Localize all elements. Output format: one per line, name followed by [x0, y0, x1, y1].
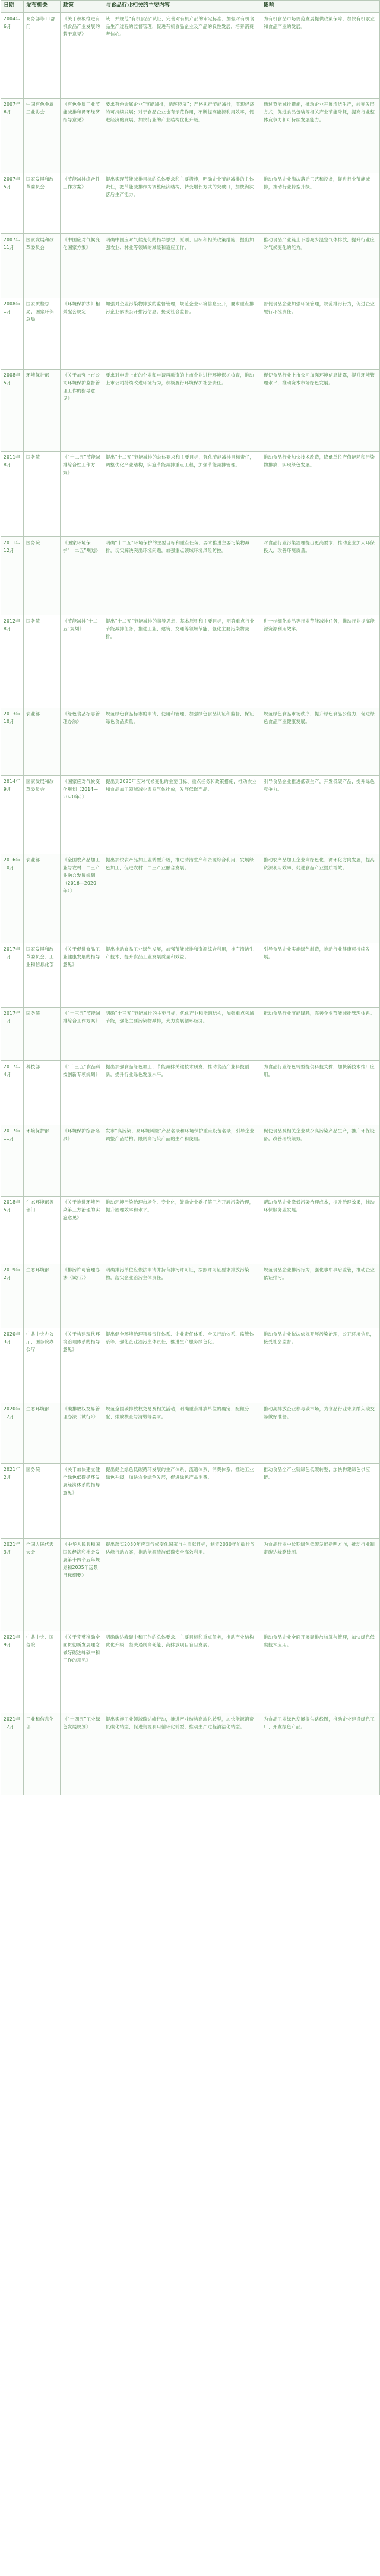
impact-cell: 促使食品行业上市公司加强环境信息披露，提升环境管理水平，推动资本市场绿色发展。 [261, 370, 380, 452]
impact-cell: 推动食品行业节能降耗，完善企业节能减排管理体系。 [261, 1008, 380, 1061]
date-cell: 2012年8月 [1, 615, 24, 708]
policy-cell: 《关于积极推进有机食品产业发展的若干意见》 [61, 13, 103, 99]
content-cell: 推动环境污染治理市场化、专业化，鼓励企业委托第三方开展污染治理，提升治理效率和水平。 [103, 1197, 261, 1264]
content-cell: 提出加快农产品加工业转型升级，推进清洁生产和资源综合利用，发展绿色加工，促进农村一二三产业融合发展。 [103, 854, 261, 943]
agency-cell: 国务院 [24, 452, 61, 537]
policy-cell: 《中国应对气候变化国家方案》 [61, 234, 103, 298]
content-cell: 提出推动食品工业绿色发展，加强节能减排和资源综合利用，推广清洁生产技术，提升食品工业发展质量和效益。 [103, 943, 261, 1008]
agency-cell: 中国有色金属工业协会 [24, 99, 61, 173]
table-row [1, 1328, 380, 1403]
date-cell: 2017年1月 [1, 1008, 24, 1061]
content-cell: 提出实施工业领域碳达峰行动，推进产业结构高端化转型，加快能源消费低碳化转型，促进资源利用循环化转型，推动生产过程清洁化转型。 [103, 1713, 261, 1795]
date-cell: 2007年11月 [1, 234, 24, 298]
policy-cell: 《关于加强上市公司环境保护监督管理工作的指导意见》 [61, 370, 103, 452]
table-row [1, 708, 380, 776]
content-cell: 提出到2020年应对气候变化的主要目标、重点任务和政策措施，推动农业和食品加工领域减少温室气体排放，发展低碳产品。 [103, 776, 261, 854]
table-row [1, 1403, 380, 1464]
policy-cell: 《碳排放权交易管理办法（试行）》 [61, 1403, 103, 1464]
header-row [1, 1, 380, 13]
content-cell: 加强对企业污染物排放的监督管理，规范企业环境信息公开，要求重点排污企业依法公开排污信息，接受社会监督。 [103, 298, 261, 370]
content-cell: 提出实现节能减排目标的总体要求和主要措施，明确企业节能减排的主体责任，把节能减排作为调整经济结构、转变增长方式的突破口，加快淘汰落后生产能力。 [103, 173, 261, 234]
impact-cell: 规范食品企业排污行为，强化事中事后监管，推动企业依证排污。 [261, 1264, 380, 1328]
date-cell: 2011年12月 [1, 537, 24, 615]
table-row [1, 13, 380, 99]
impact-cell: 引导食品企业推进低碳生产，开发低碳产品，提升绿色竞争力。 [261, 776, 380, 854]
content-cell: 明确“十三五”节能减排的主要目标，优化产业和能源结构，加强重点领域节能，强化主要污染物减排，大力发展循环经济。 [103, 1008, 261, 1061]
policy-cell: 《“十三五”节能减排综合工作方案》 [61, 1008, 103, 1061]
content-cell: 规范绿色食品标志的申请、使用和管理，加强绿色食品认证和监督，保证绿色食品质量。 [103, 708, 261, 776]
table-row [1, 615, 380, 708]
date-cell: 2008年1月 [1, 298, 24, 370]
table-row [1, 1125, 380, 1197]
content-cell: 要求有色金属企业“节能减排，循环经济”；严格执行节能减排，实现经济的可持续发展；对于食品企业也有示范作用，不断提高能源利用效率，促进经济的发展，加快行业的产业结构优化升级。 [103, 99, 261, 173]
policy-cell: 《“十三五”食品科技创新专项规划》 [61, 1061, 103, 1125]
policy-cell: 《环境保护综合名录》 [61, 1125, 103, 1197]
impact-cell: 为食品行业中长期绿色低碳发展指明方向，推动行业制定碳达峰路线图。 [261, 1539, 380, 1631]
policy-cell: 《中华人民共和国国民经济和社会发展第十四个五年规划和2035年远景目标纲要》 [61, 1539, 103, 1631]
agency-cell: 工业和信息化部 [24, 1713, 61, 1795]
policy-table [1, 0, 380, 1795]
impact-cell: 促使食品及相关企业减少高污染产品生产，推广环保设备，改善环境绩效。 [261, 1125, 380, 1197]
agency-cell: 科技部 [24, 1061, 61, 1125]
table-row [1, 173, 380, 234]
date-cell: 2020年12月 [1, 1403, 24, 1464]
date-cell: 2007年6月 [1, 99, 24, 173]
impact-cell: 为食品工业绿色发展提供路线图，推动企业建设绿色工厂、开发绿色产品。 [261, 1713, 380, 1795]
agency-cell: 国务院 [24, 1464, 61, 1539]
content-cell: 提出健全绿色低碳循环发展的生产体系、流通体系、消费体系，推进工业绿色升级，加快农业绿色发展，促进绿色产品消费。 [103, 1464, 261, 1539]
header-agency: 发布机关 [24, 1, 61, 13]
table-row [1, 234, 380, 298]
agency-cell: 农业部 [24, 854, 61, 943]
agency-cell: 生态环境部 [24, 1264, 61, 1328]
impact-cell: 规范绿色食品市场秩序，提升绿色食品公信力，促进绿色食品产业健康发展。 [261, 708, 380, 776]
impact-cell: 为有机食品市场规范发展提供政策保障，加快有机农业和食品产业的发展。 [261, 13, 380, 99]
content-cell: 要求对申请上市的企业和申请再融资的上市企业进行环境保护核查，推动上市公司持续改进环境行为，积极履行环境保护社会责任。 [103, 370, 261, 452]
header-content: 与食品行业相关的主要内容 [103, 1, 261, 13]
content-cell: 发布“高污染、高环境风险”产品名录和环境保护重点设备名录，引导企业调整产品结构，限制高污染产品的生产和使用。 [103, 1125, 261, 1197]
agency-cell: 生态环境部等部门 [24, 1197, 61, 1264]
date-cell: 2021年9月 [1, 1631, 24, 1713]
impact-cell: 推动食品企业全面开展碳排放核算与管理，加快绿色低碳技术应用。 [261, 1631, 380, 1713]
policy-cell: 《关于完整准确全面贯彻新发展理念做好碳达峰碳中和工作的意见》 [61, 1631, 103, 1713]
policy-cell: 《绿色食品标志管理办法》 [61, 708, 103, 776]
table-body [1, 13, 380, 1795]
policy-cell: 《关于推进环境污染第三方治理的实施意见》 [61, 1197, 103, 1264]
content-cell: 统一并规范“有机食品”认证，完善对有机产品的审定标准，加强对有机食品生产过程的监督管理，促进有机食品企业及产品的良性发展，培养消费者信心。 [103, 13, 261, 99]
date-cell: 2013年10月 [1, 708, 24, 776]
agency-cell: 农业部 [24, 708, 61, 776]
date-cell: 2017年11月 [1, 1125, 24, 1197]
table-row [1, 943, 380, 1008]
date-cell: 2014年9月 [1, 776, 24, 854]
table-row [1, 298, 380, 370]
date-cell: 2011年8月 [1, 452, 24, 537]
impact-cell: 对食品行业污染治理提出更高要求，推动企业加大环保投入，改善环境质量。 [261, 537, 380, 615]
impact-cell: 推动食品全产业链绿色低碳转型，加快构建绿色供应链。 [261, 1464, 380, 1539]
date-cell: 2004年6月 [1, 13, 24, 99]
table-row [1, 1464, 380, 1539]
date-cell: 2019年2月 [1, 1264, 24, 1328]
impact-cell: 推动食品企业依法依规开展污染治理，公开环境信息，接受社会监督。 [261, 1328, 380, 1403]
header-impact: 影响 [261, 1, 380, 13]
impact-cell: 推动农产品加工企业向绿色化、循环化方向发展，提高资源利用效率，促进食品产业提质增效。 [261, 854, 380, 943]
policy-cell: 《关于加快建立健全绿色低碳循环发展经济体系的指导意见》 [61, 1464, 103, 1539]
table-row [1, 1197, 380, 1264]
date-cell: 2016年10月 [1, 854, 24, 943]
table-row [1, 1713, 380, 1795]
content-cell: 明确“十二五”环境保护的主要目标和重点任务，要求推进主要污染物减排，切实解决突出环境问题，加强重点领域环境风险防控。 [103, 537, 261, 615]
impact-cell: 进一步细化食品等行业节能减排任务，推动行业提高能源资源利用效率。 [261, 615, 380, 708]
table-row [1, 1061, 380, 1125]
impact-cell: 通过节能减排措施，推动企业开展清洁生产，转变发展方式；促进食品包装等相关产业节能降耗，提高行业整体竞争力和可持续发展能力。 [261, 99, 380, 173]
content-cell: 提出“十二五”节能减排的总体要求和主要目标，强化节能减排目标责任，调整优化产业结构，实施节能减排重点工程，加强节能减排管理。 [103, 452, 261, 537]
table-row [1, 370, 380, 452]
table-row [1, 452, 380, 537]
table-row [1, 854, 380, 943]
date-cell: 2021年3月 [1, 1539, 24, 1631]
agency-cell: 中共中央、国务院 [24, 1631, 61, 1713]
date-cell: 2007年5月 [1, 173, 24, 234]
content-cell: 提出落实2030年应对气候变化国家自主贡献目标，制定2030年前碳排放达峰行动方案，推动能源清洁低碳安全高效利用。 [103, 1539, 261, 1631]
policy-cell: 《国家环境保护“十二五”规划》 [61, 537, 103, 615]
policy-cell: 《有色金属工业节能减排和循环经济指导意见》 [61, 99, 103, 173]
impact-cell: 为食品行业绿色转型提供科技支撑，加快新技术推广应用。 [261, 1061, 380, 1125]
content-cell: 明确碳达峰碳中和工作的总体要求、主要目标和重点任务，推动产业结构优化升级，坚决遏制高耗能、高排放项目盲目发展。 [103, 1631, 261, 1713]
policy-cell: 《关于促进食品工业健康发展的指导意见》 [61, 943, 103, 1008]
agency-cell: 国务院 [24, 615, 61, 708]
impact-cell: 推动食品产业链上下游减少温室气体排放，提升行业应对气候变化的能力。 [261, 234, 380, 298]
content-cell: 明确排污单位应依法申请并持有排污许可证，按照许可证要求排放污染物，落实企业治污主体责任。 [103, 1264, 261, 1328]
agency-cell: 国家发展和改革委员会 [24, 776, 61, 854]
date-cell: 2017年1月 [1, 943, 24, 1008]
content-cell: 提出加强食品绿色加工、节能减排关键技术研发，推动食品产业科技创新，提升行业绿色发展水平。 [103, 1061, 261, 1125]
date-cell: 2018年5月 [1, 1197, 24, 1264]
table-header [1, 1, 380, 13]
date-cell: 2020年3月 [1, 1328, 24, 1403]
date-cell: 2021年2月 [1, 1464, 24, 1539]
date-cell: 2017年4月 [1, 1061, 24, 1125]
impact-cell: 引导食品企业实施绿色制造，推动行业健康可持续发展。 [261, 943, 380, 1008]
agency-cell: 国家发展和改革委员会 [24, 173, 61, 234]
agency-cell: 环境保护部 [24, 370, 61, 452]
policy-cell: 《节能减排综合性工作方案》 [61, 173, 103, 234]
content-cell: 明确中国应对气候变化的指导思想、原则、目标和相关政策措施，提出加强农业、林业等领域的减缓和适应工作。 [103, 234, 261, 298]
content-cell: 提出“十二五”节能减排的指导思想、基本原则和主要目标，明确重点行业节能减排任务，推进工业、建筑、交通等领域节能，强化主要污染物减排。 [103, 615, 261, 708]
header-date: 日期 [1, 1, 24, 13]
table-row [1, 1008, 380, 1061]
agency-cell: 国务院 [24, 1008, 61, 1061]
header-policy: 政策 [61, 1, 103, 13]
policy-cell: 《关于构建现代环境治理体系的指导意见》 [61, 1328, 103, 1403]
impact-cell: 推动高排放企业参与碳市场，为食品行业未来纳入碳交易做好准备。 [261, 1403, 380, 1464]
content-cell: 提出健全环境治理领导责任体系、企业责任体系、全民行动体系、监管体系等，强化企业治污主体责任，推进生产服务绿色化。 [103, 1328, 261, 1403]
agency-cell: 全国人民代表大会 [24, 1539, 61, 1631]
agency-cell: 商务部等11部门 [24, 13, 61, 99]
table-row [1, 1264, 380, 1328]
impact-cell: 推动食品行业加快技术改造，降低单位产值能耗和污染物排放，实现绿色发展。 [261, 452, 380, 537]
table-row [1, 776, 380, 854]
agency-cell: 生态环境部 [24, 1403, 61, 1464]
policy-cell: 《节能减排“十二五”规划》 [61, 615, 103, 708]
table-row [1, 99, 380, 173]
content-cell: 规范全国碳排放权交易及相关活动，明确重点排放单位的确定、配额分配、排放核查与清缴等要求。 [103, 1403, 261, 1464]
agency-cell: 国家质检总局、国家环保总局 [24, 298, 61, 370]
policy-cell: 《环境保护法》相关配套规定 [61, 298, 103, 370]
policy-cell: 《“十四五”工业绿色发展规划》 [61, 1713, 103, 1795]
policy-cell: 《全国农产品加工业与农村一二三产业融合发展规划（2016—2020年）》 [61, 854, 103, 943]
date-cell: 2021年12月 [1, 1713, 24, 1795]
impact-cell: 推动食品企业淘汰落后工艺和设备，促进行业节能减排，推动行业转型升级。 [261, 173, 380, 234]
policy-cell: 《排污许可管理办法（试行）》 [61, 1264, 103, 1328]
table-row [1, 537, 380, 615]
impact-cell: 督促食品企业加强环境管理，规范排污行为，促进企业履行环境责任。 [261, 298, 380, 370]
policy-cell: 《“十二五”节能减排综合性工作方案》 [61, 452, 103, 537]
date-cell: 2008年5月 [1, 370, 24, 452]
agency-cell: 国家发展和改革委员会、工业和信息化部 [24, 943, 61, 1008]
agency-cell: 中共中央办公厅、国务院办公厅 [24, 1328, 61, 1403]
agency-cell: 环境保护部 [24, 1125, 61, 1197]
agency-cell: 国务院 [24, 537, 61, 615]
agency-cell: 国家发展和改革委员会 [24, 234, 61, 298]
policy-cell: 《国家应对气候变化规划（2014—2020年）》 [61, 776, 103, 854]
table-row [1, 1631, 380, 1713]
impact-cell: 帮助食品企业降低污染治理成本，提升治理效果，推动环保服务业发展。 [261, 1197, 380, 1264]
table-row [1, 1539, 380, 1631]
